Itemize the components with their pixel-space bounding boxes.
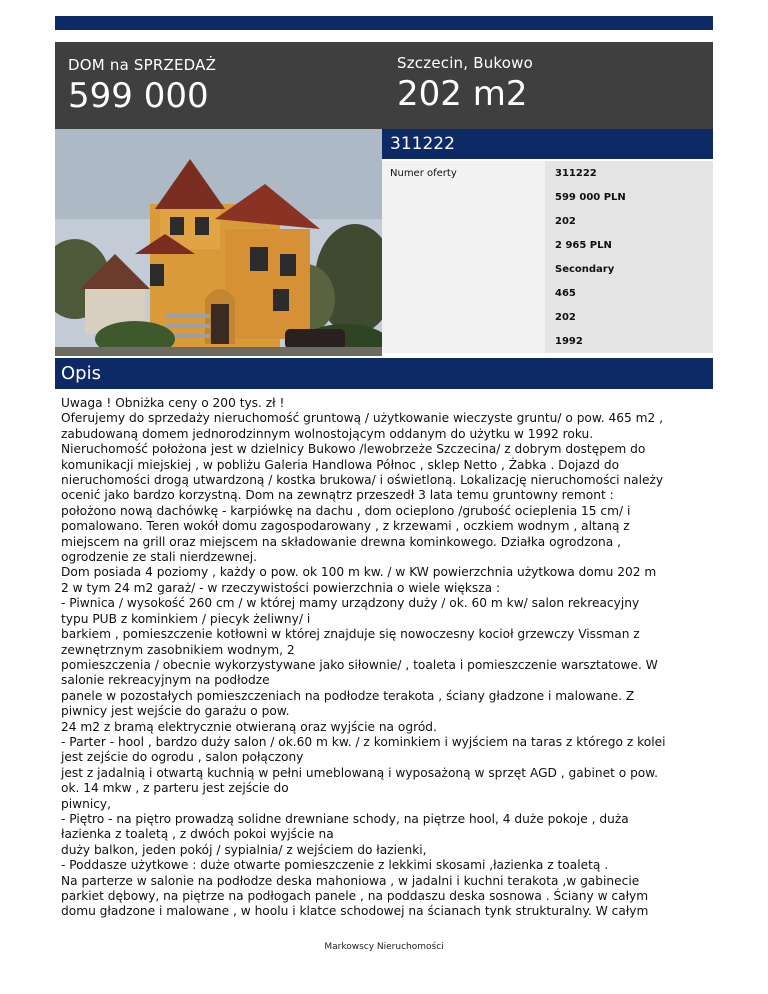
description-line: - Piętro - na piętro prowadzą solidne drewniane schody, na piętrze hool, 4 duże pokoje , duża [61,811,629,826]
description-line: nieruchomości drogą utwardzoną / kostka brukowa/ i oświetloną. Lokalizację nieruchomości należy [61,473,664,488]
description-line: piwnicy, [61,796,111,811]
description-line: Dom posiada 4 poziomy , każdy o pow. ok 100 m kw. / w KW powierzchnia użytkowa domu 202 m [61,565,657,580]
description-body [61,396,711,920]
description-line: piwnicy jest wejście do garażu o pow. [61,704,290,719]
description-title: Opis [61,363,101,384]
specs-table [382,161,713,353]
description-line: pomieszczenia / obecnie wykorzystywane jako siłownie/ , toaleta i pomieszczenie warsztatowe. W [61,657,658,672]
description-line: jest z jadalnią i otwartą kuchnią w pełni umeblowaną i wyposażoną w sprzęt AGD , gabinet o pow. [61,765,658,780]
spec-row [382,209,713,233]
description-header-bar [55,358,713,389]
description-line: Nieruchomość położona jest w dzielnicy Bukowo /lewobrzeże Szczecina/ z dobrym dostępem do [61,442,646,457]
description-line: salonie rekreacyjnym na podłodze [61,673,270,688]
description-line: łazienka z toaletą , z dwóch pokoi wyjście na [61,827,334,842]
spec-value: 1992 [545,329,713,353]
spec-label [382,233,545,257]
spec-row [382,161,713,185]
spec-value: 465 [545,281,713,305]
description-line: ogrodzenie ze stali nierdzewnej. [61,550,258,565]
spec-label [382,281,545,305]
description-line: parkiet dębowy, na piętrze na podłogach panele , na poddaszu deska sosnowa . Ściany w całym [61,889,649,903]
description-line: zewnętrznym zasobnikiem wodnym, 2 [61,642,295,657]
description-line: domu gładzone i malowane , w hoolu i klatce schodowej na ścianach tynk strukturalny. W całym [61,904,649,919]
description-line: Na parterze w salonie na podłodze deska mahoniowa , w jadalni i kuchni terakota ,w gabinecie [61,873,640,888]
description-line: - Piwnica / wysokość 260 cm / w której mamy urządzony duży / ok. 60 m kw/ salon rekreacyjny [61,596,640,611]
spec-value: 599 000 PLN [545,185,713,209]
spec-row [382,257,713,281]
spec-row [382,305,713,329]
description-line: miejscem na grill oraz miejscem na składowanie drewna kominkowego. Działka ogrodzona , [61,534,621,549]
footer-agency-name: Markowscy Nieruchomości [324,942,444,952]
area-value: 202 m2 [397,74,528,114]
spec-value: 311222 [545,161,713,185]
spec-label [382,185,545,209]
description-line: - Parter - hool , bardzo duży salon / ok.60 m kw. / z kominkiem i wyjściem na taras z którego z kolei [61,734,666,749]
description-line: położono nową dachówkę - karpiówkę na dachu , dom ocieplono /grubość ocieplenia 15 cm/ i [61,503,631,518]
spec-value: 202 [545,209,713,233]
description-line: 24 m2 z bramą elektrycznie otwieraną oraz wyjście na ogród. [61,719,437,734]
listing-header [55,42,713,129]
description-line: Oferujemy do sprzedaży nieruchomość gruntową / użytkowanie wieczyste gruntu/ o pow. 465 m2 , [61,411,663,426]
spec-label [382,305,545,329]
spec-label: Numer oferty [382,161,545,185]
spec-value: 202 [545,305,713,329]
description-line: typu PUB z kominkiem / piecyk żeliwny/ i [61,611,311,626]
spec-value: 2 965 PLN [545,233,713,257]
offer-id-heading: 311222 [390,134,455,154]
description-line: jest zejście do ogrodu , salon połączony [61,750,304,765]
description-line: ok. 14 mkw , z parteru jest zejście do [61,781,289,796]
description-line: panele w pozostałych pomieszczeniach na podłodze terakota , ściany gładzone i malowane. Z [61,688,635,703]
property-photo [55,129,382,356]
spec-row [382,185,713,209]
description-line: Uwaga ! Obniżka ceny o 200 tys. zł ! [61,396,285,410]
description-line: 2 w tym 24 m2 garaż/ - w rzeczywistości powierzchnia o wiele większa : [61,580,501,595]
location-label: Szczecin, Bukowo [397,54,533,72]
description-line: zabudowaną domem jednorodzinnym wolnostojącym oddanym do użytku w 1992 roku. [61,426,594,441]
spec-value: Secondary [545,257,713,281]
offer-id-bar [382,129,713,159]
header-left [68,56,216,116]
spec-label [382,329,545,353]
property-type-label: DOM na SPRZEDAŻ [68,56,217,74]
description-line: komunikacji miejskiej , w pobliżu Galeria Handlowa Północ , sklep Netto , Żabka . Dojazd do [61,457,620,472]
description-line: ocenić jako bardzo korzystną. Dom na zewnątrz przeszedł 3 lata temu gruntowny remont : [61,488,614,503]
spec-label [382,257,545,281]
spec-row [382,281,713,305]
description-line: pomalowano. Teren wokół domu zagospodarowany , z krzewami , oczkiem wodnym , altaną z [61,519,630,534]
spec-label [382,209,545,233]
description-line: duży balkon, jeden pokój / sypialnia/ z wejściem do łazienki, [61,842,427,857]
price-value: 599 000 [68,76,209,116]
description-line: barkiem , pomieszczenie kotłowni w której znajduje się nowoczesny kocioł grzewczy Vissman z [61,627,640,642]
spec-row [382,329,713,353]
spec-row [382,233,713,257]
description-line: - Poddasze użytkowe : duże otwarte pomieszczenie z lekkimi skosami ,łazienka z toaletą . [61,858,609,873]
header-right [397,54,533,114]
top-accent-bar [55,16,713,30]
